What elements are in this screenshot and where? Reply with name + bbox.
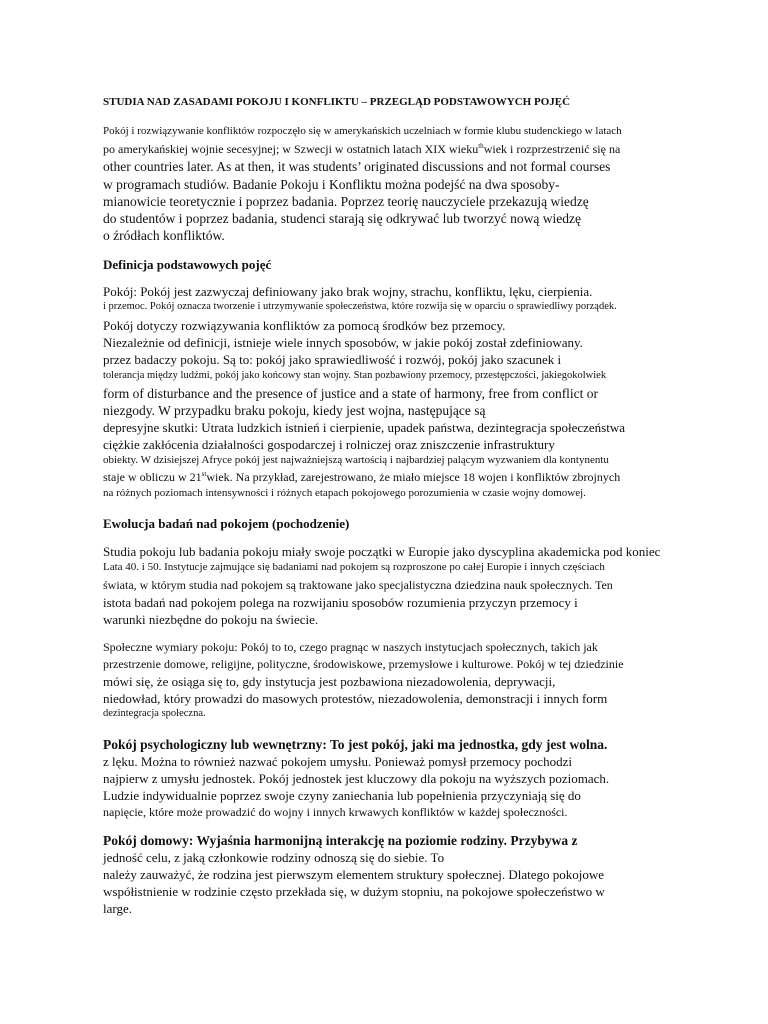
- intro-line-7: o źródłach konfliktów.: [103, 228, 225, 243]
- social-line-3: mówi się, że osiąga się to, gdy instytucja jest pozbawiona niezadowolenia, deprywacji,: [103, 674, 556, 689]
- social-line-1: Społeczne wymiary pokoju: Pokój to to, czego pragnąc w naszych instytucjach społecznych, takich jak: [103, 640, 598, 654]
- intro-line-2-superscript: th: [478, 142, 484, 150]
- definitions-line-7: form of disturbance and the presence of justice and a state of harmony, free from conflict or: [103, 386, 599, 401]
- definitions-line-12-text-b: wiek. Na przykład, zarejestrowano, że miało miejsce 18 wojen i konfliktów zbrojnych: [206, 470, 621, 484]
- social-line-4: niedowład, który prowadzi do masowych protestów, niezadowolenia, demonstracji i innych form: [103, 691, 608, 706]
- intro-line-5: mianowicie teoretycznie i poprzez badania. Poprzez teorię nauczyciele przekazują wiedzę: [103, 194, 589, 209]
- domestic-line-2: jedność celu, z jaką członkowie rodziny odnoszą się do siebie. To: [103, 850, 445, 865]
- intro-line-2-text-b: wiek i rozprzestrzenić się na: [483, 142, 621, 156]
- definitions-line-8: niezgody. W przypadku braku pokoju, kiedy jest wojna, następujące są: [103, 403, 486, 418]
- definitions-line-4: Niezależnie od definicji, istnieje wiele innych sposobów, w jakie pokój został zdefiniowany.: [103, 335, 583, 350]
- psychological-line-5: napięcie, które może prowadzić do wojny i innych krwawych konfliktów w każdej społeczności.: [103, 805, 568, 819]
- definitions-line-12-superscript: st: [201, 470, 207, 478]
- definitions-line-2: i przemoc. Pokój oznacza tworzenie i utrzymywanie społeczeństwa, które rozwija się w oparciu o sprawiedliwy porządek.: [103, 301, 617, 312]
- definitions-line-1: Pokój: Pokój jest zazwyczaj definiowany jako brak wojny, strachu, konfliktu, lęku, cierpienia.: [103, 284, 593, 299]
- definitions-line-10: ciężkie zakłócenia działalności gospodarczej i rolniczej oraz zniszczenie infrastruktury: [103, 437, 555, 452]
- definitions-line-3: Pokój dotyczy rozwiązywania konfliktów za pomocą środków bez przemocy.: [103, 318, 506, 333]
- domestic-line-5: large.: [103, 901, 132, 916]
- definitions-line-9: depresyjne skutki: Utrata ludzkich istnień i cierpienie, upadek państwa, dezintegracja społeczeństwa: [103, 420, 625, 435]
- definitions-line-5: przez badaczy pokoju. Są to: pokój jako sprawiedliwość i rozwój, pokój jako szacunek i: [103, 352, 562, 367]
- definitions-line-12: [103, 471, 620, 483]
- psychological-line-2: z lęku. Można to również nazwać pokojem umysłu. Ponieważ pomysł przemocy pochodzi: [103, 754, 572, 769]
- definitions-line-12-text-a: staje w obliczu w 21: [103, 470, 202, 484]
- definitions-line-6: tolerancja między ludźmi, pokój jako końcowy stan wojny. Stan pozbawiony przemocy, przestępczości, jakiegokolwiek: [103, 370, 607, 381]
- evolution-line-3: świata, w którym studia nad pokojem są traktowane jako specjalistyczna dziedzina nauk społecznych. Ten: [103, 578, 613, 592]
- definitions-line-11: obiekty. W dzisiejszej Afryce pokój jest najważniejszą wartością i najbardziej palącym wyzwaniem dla kontynentu: [103, 454, 609, 466]
- intro-line-2-text-a: po amerykańskiej wojnie secesyjnej; w Szwecji w ostatnich latach XIX wieku: [103, 142, 479, 156]
- intro-line-4: w programach studiów. Badanie Pokoju i Konfliktu można podejść na dwa sposoby-: [103, 177, 560, 192]
- intro-line-6: do studentów i poprzez badania, studenci starają się odkrywać lub tworzyć nową wiedzę: [103, 211, 581, 226]
- intro-line-2: [103, 143, 620, 155]
- domestic-line-3: należy zauważyć, że rodzina jest pierwszym elementem struktury społecznej. Dlatego pokojowe: [103, 867, 605, 882]
- domestic-line-4: współistnienie w rodzinie często przekłada się, w dużym stopniu, na pokojowe społeczeństwo w: [103, 884, 605, 899]
- intro-line-1: Pokój i rozwiązywanie konfliktów rozpoczęło się w amerykańskich uczelniach w formie klubu studenckiego w latach: [103, 125, 622, 137]
- social-line-5: dezintegracja społeczna.: [103, 708, 206, 719]
- definitions-heading: Definicja podstawowych pojęć: [103, 257, 272, 272]
- definitions-line-13: na różnych poziomach intensywności i różnych etapach pokojowego porozumienia w czasie wojny domowej.: [103, 487, 586, 499]
- evolution-line-5: warunki niezbędne do pokoju na świecie.: [103, 612, 319, 627]
- evolution-heading: Ewolucja badań nad pokojem (pochodzenie): [103, 516, 350, 531]
- intro-line-3: other countries later. As at then, it was students’ originated discussions and not formal courses: [103, 159, 611, 174]
- document-title: STUDIA NAD ZASADAMI POKOJU I KONFLIKTU – PRZEGLĄD PODSTAWOWYCH POJĘĆ: [103, 96, 571, 108]
- social-line-2: przestrzenie domowe, religijne, polityczne, środowiskowe, przemysłowe i kulturowe. Pokój w tej dziedzinie: [103, 657, 624, 671]
- evolution-line-4: istota badań nad pokojem polega na rozwijaniu sposobów rozumienia przyczyn przemocy i: [103, 595, 578, 610]
- domestic-line-1: Pokój domowy: Wyjaśnia harmonijną interakcję na poziomie rodziny. Przybywa z: [103, 833, 578, 848]
- psychological-line-4: Ludzie indywidualnie poprzez swoje czyny zaniechania lub popełnienia przyczyniają się do: [103, 788, 581, 803]
- evolution-line-1: Studia pokoju lub badania pokoju miały swoje początki w Europie jako dyscyplina akademicka pod koniec: [103, 544, 661, 559]
- psychological-line-1: Pokój psychologiczny lub wewnętrzny: To jest pokój, jaki ma jednostka, gdy jest wolna.: [103, 737, 608, 752]
- evolution-line-2: Lata 40. i 50. Instytucje zajmujące się badaniami nad pokojem są rozproszone po całej Europie i innych częściach: [103, 561, 605, 573]
- psychological-line-3: najpierw z umysłu jednostek. Pokój jednostek jest kluczowy dla pokoju na wyższych poziomach.: [103, 771, 610, 786]
